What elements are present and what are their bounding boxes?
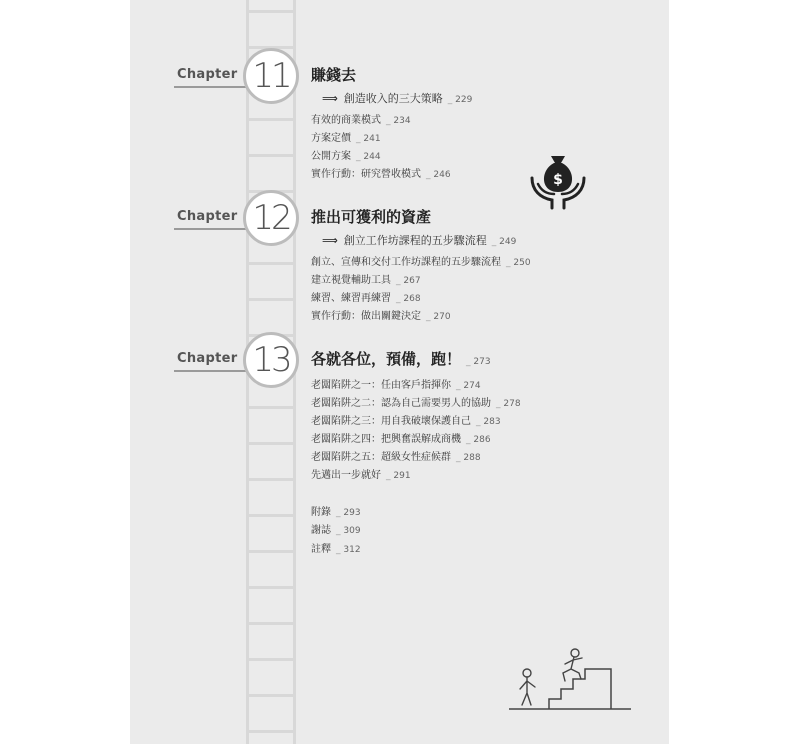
- ladder-rung: [246, 478, 294, 481]
- ladder-rung: [246, 406, 294, 409]
- chapter-title: 推出可獲利的資產: [311, 208, 432, 226]
- ladder-rung: [246, 730, 294, 733]
- ladder-rung: [246, 154, 294, 157]
- toc-entry-notes[interactable]: 註釋_ 312: [311, 540, 361, 555]
- chapter-number-badge: 12: [243, 190, 299, 246]
- ladder-rung: [246, 514, 294, 517]
- stairs-climbing-people-icon: [505, 645, 635, 713]
- toc-entry[interactable]: 有效的商業模式_ 234: [311, 111, 411, 126]
- ladder-rung: [246, 298, 294, 301]
- double-arrow-icon: ⟹: [322, 234, 338, 247]
- dollar-sign: $: [553, 172, 563, 188]
- chapter-number-badge: 11: [243, 48, 299, 104]
- toc-entry[interactable]: 老闆陷阱之二：認為自己需要男人的協助_ 278: [311, 394, 521, 409]
- toc-entry[interactable]: 老闆陷阱之三：用自我破壞保護自己_ 283: [311, 412, 501, 427]
- toc-entry[interactable]: 建立視覺輔助工具_ 267: [311, 271, 421, 286]
- chapter-number-badge: 13: [243, 332, 299, 388]
- chapter-label: Chapter: [177, 351, 238, 366]
- chapter-label: Chapter: [177, 67, 238, 82]
- ladder-rung: [246, 262, 294, 265]
- toc-entry[interactable]: 實作行動：研究營收模式_ 246: [311, 165, 451, 180]
- chapter-sub-heading: ⟹ 創造收入的三大策略_ 229: [322, 90, 472, 106]
- toc-entry[interactable]: 老闆陷阱之四：把興奮誤解成商機_ 286: [311, 430, 491, 445]
- chapter-title: 賺錢去: [311, 66, 357, 84]
- ladder-rung: [246, 622, 294, 625]
- chapter-title: 各就各位，預備，跑！_ 273: [311, 348, 491, 369]
- money-bag-in-hands-icon: [528, 148, 588, 213]
- ladder-rung: [246, 118, 294, 121]
- ladder-rung: [246, 586, 294, 589]
- toc-entry[interactable]: 老闆陷阱之一：任由客戶指揮你_ 274: [311, 376, 481, 391]
- toc-entry-acknowledgements[interactable]: 謝誌_ 309: [311, 521, 361, 536]
- toc-entry[interactable]: 先邁出一步就好_ 291: [311, 466, 411, 481]
- chapter-divider: [174, 228, 250, 230]
- chapter-divider: [174, 370, 250, 372]
- ladder-rung: [246, 10, 294, 13]
- toc-entry[interactable]: 方案定價_ 241: [311, 129, 381, 144]
- chapter-divider: [174, 86, 250, 88]
- double-arrow-icon: ⟹: [322, 92, 338, 105]
- toc-entry[interactable]: 創立、宣傳和交付工作坊課程的五步驟流程_ 250: [311, 253, 531, 268]
- ladder-rung: [246, 442, 294, 445]
- chapter-sub-heading: ⟹ 創立工作坊課程的五步驟流程_ 249: [322, 232, 516, 248]
- ladder-rung: [246, 658, 294, 661]
- ladder-rung: [246, 694, 294, 697]
- toc-entry[interactable]: 練習、練習再練習_ 268: [311, 289, 421, 304]
- chapter-label: Chapter: [177, 209, 238, 224]
- toc-entry[interactable]: 老闆陷阱之五：超級女性症候群_ 288: [311, 448, 481, 463]
- toc-entry[interactable]: 實作行動：做出關鍵決定_ 270: [311, 307, 451, 322]
- toc-entry-appendix[interactable]: 附錄_ 293: [311, 503, 361, 518]
- toc-entry[interactable]: 公開方案_ 244: [311, 147, 381, 162]
- ladder-rung: [246, 550, 294, 553]
